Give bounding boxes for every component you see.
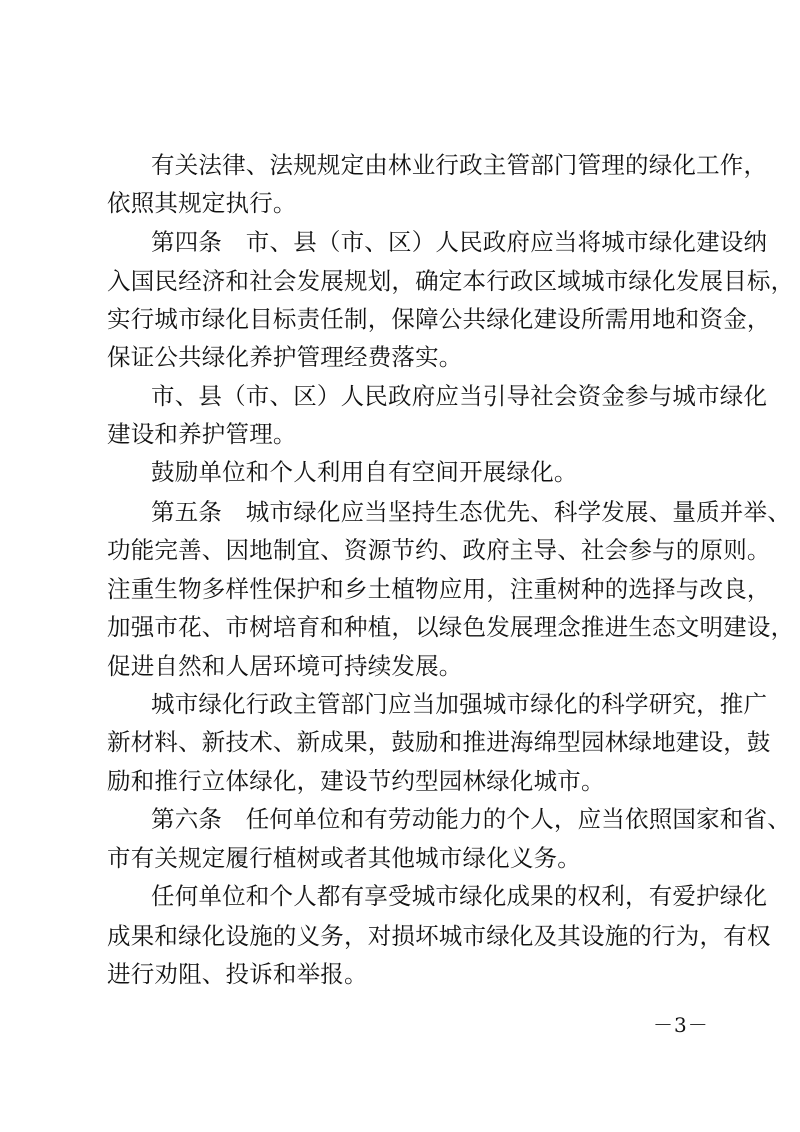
paragraph-line: 注重生物多样性保护和乡土植物应用，注重树种的选择与改良，: [107, 575, 771, 603]
paragraph-line: 促进自然和人居环境可持续发展。: [107, 652, 463, 680]
paragraph-line: 入国民经济和社会发展规划，确定本行政区域城市绿化发展目标，: [107, 267, 795, 295]
article-5-line: 第五条 城市绿化应当坚持生态优先、科学发展、量质并举、: [151, 498, 791, 526]
paragraph-line: 任何单位和个人都有享受城市绿化成果的权利，有爱护绿化: [151, 882, 768, 910]
paragraph-line: 市、县（市、区）人民政府应当引导社会资金参与城市绿化: [151, 382, 768, 410]
paragraph-line: 加强市花、市树培育和种植，以绿色发展理念推进生态文明建设，: [107, 613, 795, 641]
page-number: －3－: [653, 1013, 709, 1037]
article-4-line: 第四条 市、县（市、区）人民政府应当将城市绿化建设纳: [151, 228, 768, 256]
paragraph-line: 建设和养护管理。: [107, 420, 297, 448]
paragraph-line: 新材料、新技术、新成果，鼓励和推进海绵型园林绿地建设，鼓: [107, 728, 771, 756]
paragraph-line: 保证公共绿化养护管理经费落实。: [107, 343, 463, 371]
paragraph-line: 实行城市绿化目标责任制，保障公共绿化建设所需用地和资金，: [107, 305, 771, 333]
paragraph-line: 进行劝阻、投诉和举报。: [107, 960, 368, 988]
paragraph-line: 成果和绿化设施的义务，对损坏城市绿化及其设施的行为，有权: [107, 922, 771, 950]
article-6-line: 第六条 任何单位和有劳动能力的个人，应当依照国家和省、: [151, 805, 791, 833]
paragraph-line: 励和推行立体绿化，建设节约型园林绿化城市。: [107, 767, 605, 795]
paragraph-line: 城市绿化行政主管部门应当加强城市绿化的科学研究，推广: [151, 690, 768, 718]
paragraph-line: 市有关规定履行植树或者其他城市绿化义务。: [107, 844, 581, 872]
paragraph-line: 依照其规定执行。: [107, 189, 297, 217]
paragraph-line: 功能完善、因地制宜、资源节约、政府主导、社会参与的原则。: [107, 536, 771, 564]
paragraph-line: 鼓励单位和个人利用自有空间开展绿化。: [151, 458, 578, 486]
paragraph-line: 有关法律、法规规定由林业行政主管部门管理的绿化工作，: [151, 151, 768, 179]
